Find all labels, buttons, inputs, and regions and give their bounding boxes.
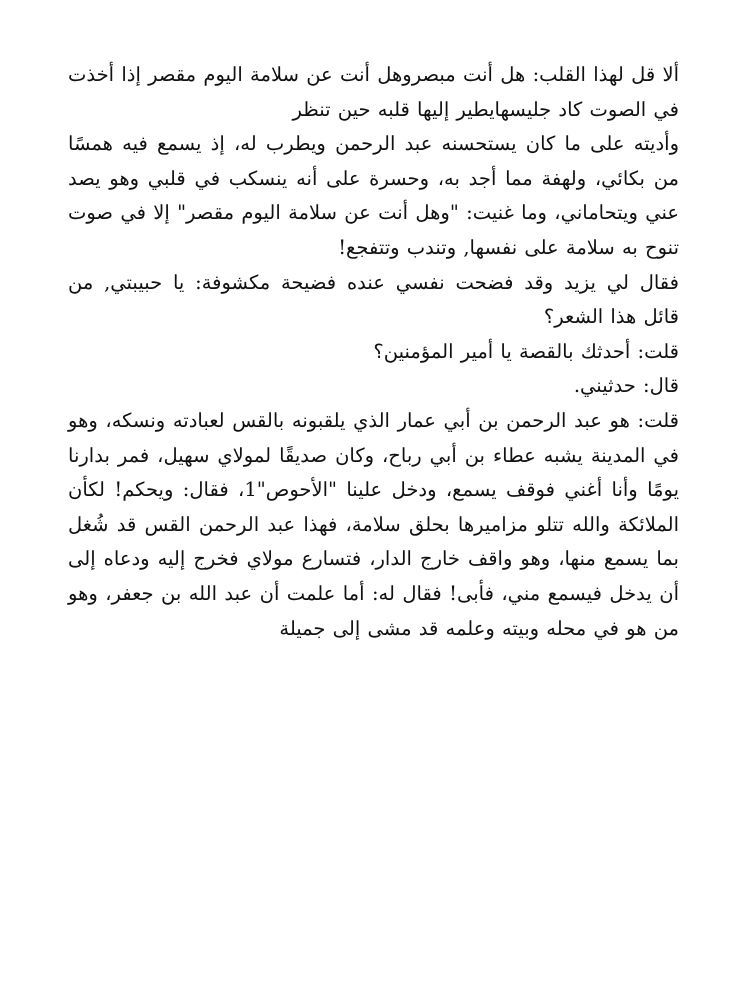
reply-paragraph: قلت: أحدثك بالقصة يا أمير المؤمنين؟ — [373, 339, 679, 363]
request-paragraph: قال: حدثيني. — [573, 374, 679, 398]
yazid-question-paragraph: فقال لي يزيد وقد فضحت نفسي عنده فضيحة مكشوفة: يا حبيبتي, من قائل هذا الشعر؟ — [68, 270, 679, 329]
verse-paragraph: ألا قل لهذا القلب: هل أنت مبصروهل أنت عن سلامة اليوم مقصر إذا أخذت في الصوت كاد جليسهايطير إليها قلبه حين تنظر — [68, 63, 679, 121]
document-page — [68, 58, 679, 646]
narration-paragraph: وأديته على ما كان يستحسنه عبد الرحمن ويطرب له، إذ يسمع فيه همسًا من بكائي، ولهفة مما أجد به، وحسرة على أنه ينسكب في قلبي وهو يصد عني ويتحاماني، وما غنيت: "وهل أنت عن سلامة اليوم مقصر" إلا في صوت تنوح به سلامة على نفسها, وتندب وتتفجع! — [68, 132, 679, 259]
story-paragraph: قلت: هو عبد الرحمن بن أبي عمار الذي يلقبونه بالقس لعبادته ونسكه، وهو في المدينة يشبه عطاء بن أبي رباح، وكان صديقًا لمولاي سهيل، فمر بدارنا يومًا وأنا أغني فوقف يسمع، ودخل علينا "الأحوص"1، فقال: ويحكم! لكأن الملائكة والله تتلو مزاميرها بحلق سلامة، فهذا عبد الرحمن القس قد شُغل بما يسمع منها، وهو واقف خارج الدار، فتسارع مولاي فخرج إليه ودعاه إلى أن يدخل فيسمع مني، فأبى! فقال له: أما علمت أن عبد الله بن جعفر، وهو من هو في محله وبيته وعلمه قد مشى إلى جميلة — [68, 408, 679, 640]
